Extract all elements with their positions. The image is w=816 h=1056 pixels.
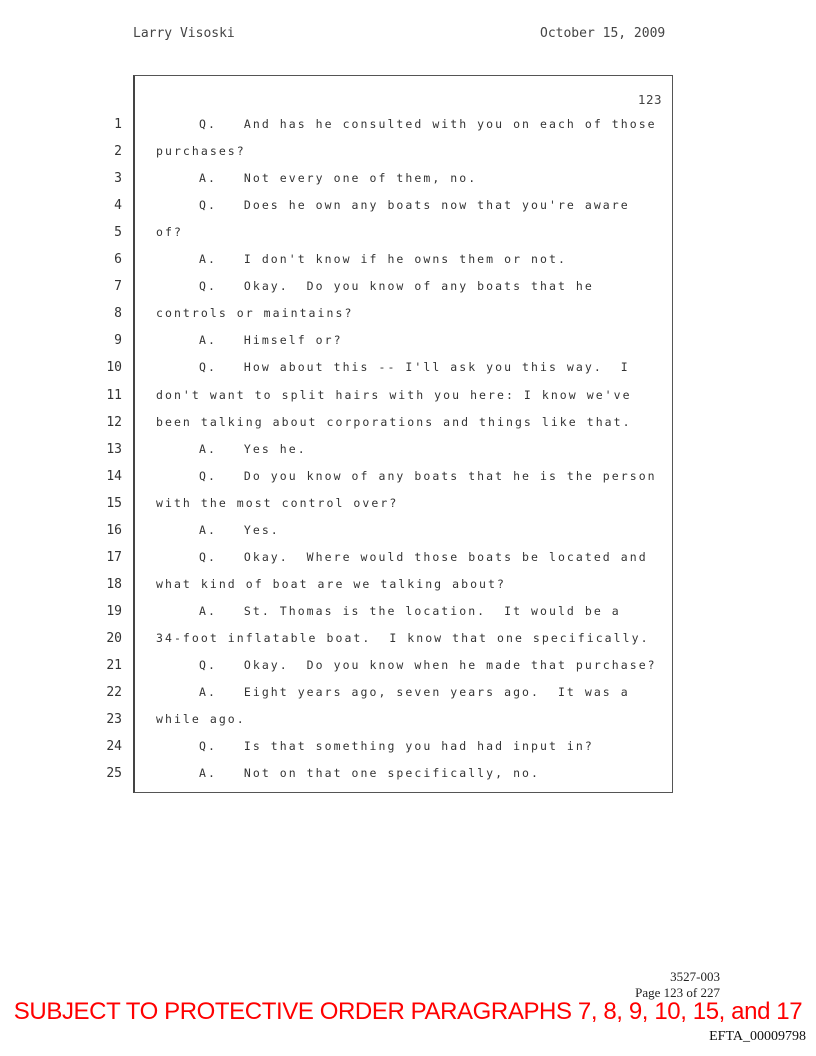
transcript-line [0,327,674,354]
line-text: A. St. Thomas is the location. It would be a [199,603,621,618]
line-text: controls or maintains? [156,306,354,321]
line-text: A. I don't know if he owns them or not. [199,252,567,267]
page-of-total: Page 123 of 227 [635,985,720,1000]
transcript-line [0,192,674,219]
bates-number: EFTA_00009798 [709,1029,806,1044]
transcript-line [0,544,674,571]
line-text: A. Not every one of them, no. [199,171,478,186]
line-text: Q. Okay. Where would those boats be located and [199,549,648,564]
line-text: don't want to split hairs with you here: I know we've [156,387,632,402]
line-number: 7 [114,279,122,295]
line-number: 6 [114,252,122,268]
line-text: Q. How about this -- I'll ask you this way. I [199,360,630,375]
line-text: 34-foot inflatable boat. I know that one specifically. [156,630,650,645]
line-number: 15 [106,495,122,511]
transcript-line [0,382,674,409]
line-text: Q. Okay. Do you know when he made that purchase? [199,658,657,672]
line-number: 25 [106,766,122,782]
line-number: 23 [106,712,122,728]
line-number: 22 [106,685,122,701]
transcript-line [0,138,674,165]
transcript-line [0,706,674,733]
transcript-line [0,733,674,760]
line-text: what kind of boat are we talking about? [156,576,506,591]
transcript-line [0,760,674,787]
line-number: 4 [114,198,122,214]
line-number: 19 [106,603,122,619]
line-text: been talking about corporations and things like that. [156,414,632,429]
transcript-line [0,679,674,706]
line-number: 20 [106,630,122,646]
line-text: A. Yes he. [199,441,307,456]
line-number: 3 [114,171,122,187]
line-number: 5 [114,225,122,241]
transcript-line [0,354,674,381]
line-text: Q. Does he own any boats now that you're aware [199,198,630,213]
line-number: 12 [106,414,122,430]
line-number: 13 [106,441,122,457]
line-number: 18 [106,576,122,592]
witness-name: Larry Visoski [133,26,235,41]
line-number: 2 [114,144,122,160]
transcript-line [0,111,674,138]
transcript-line [0,165,674,192]
line-text: purchases? [156,144,246,159]
line-text: of? [156,225,183,240]
line-text: Q. Okay. Do you know of any boats that he [199,279,594,294]
line-text: A. Eight years ago, seven years ago. It was a [199,685,630,700]
line-text: Q. Do you know of any boats that he is the person [199,468,657,483]
line-number: 8 [114,306,122,322]
line-text: A. Himself or? [199,333,343,348]
line-number: 16 [106,522,122,538]
transcript-line [0,598,674,625]
line-number: 10 [106,360,122,376]
line-number: 21 [106,658,122,673]
line-text: while ago. [156,712,246,727]
transcript-line [0,490,674,517]
protective-order-notice: SUBJECT TO PROTECTIVE ORDER PARAGRAPHS 7, 8, 9, 10, 15, and 17 [13,998,803,1025]
transcript-line [0,219,674,246]
line-text: with the most control over? [156,495,399,510]
line-number: 17 [106,549,122,565]
line-text: A. Not on that one specifically, no. [199,766,540,781]
deposition-date: October 15, 2009 [540,26,666,41]
transcript-line [0,571,674,598]
transcript-line [0,300,674,327]
case-number: 3527-003 [670,969,720,984]
transcript-line [0,463,674,490]
transcript-line [0,409,674,436]
line-number: 1 [114,117,122,132]
line-number: 11 [106,387,122,403]
line-text: A. Yes. [199,522,280,537]
line-number: 9 [114,333,122,349]
transcript-line [0,625,674,652]
transcript-line [0,246,674,273]
transcript-line [0,436,674,463]
transcript-line [0,273,674,300]
line-number: 14 [106,468,122,484]
line-number: 24 [106,739,122,755]
transcript-page-number: 123 [637,92,662,107]
transcript-line [0,652,674,679]
line-text: Q. And has he consulted with you on each of those [199,117,657,131]
transcript-line [0,517,674,544]
line-text: Q. Is that something you had had input in? [199,739,594,754]
